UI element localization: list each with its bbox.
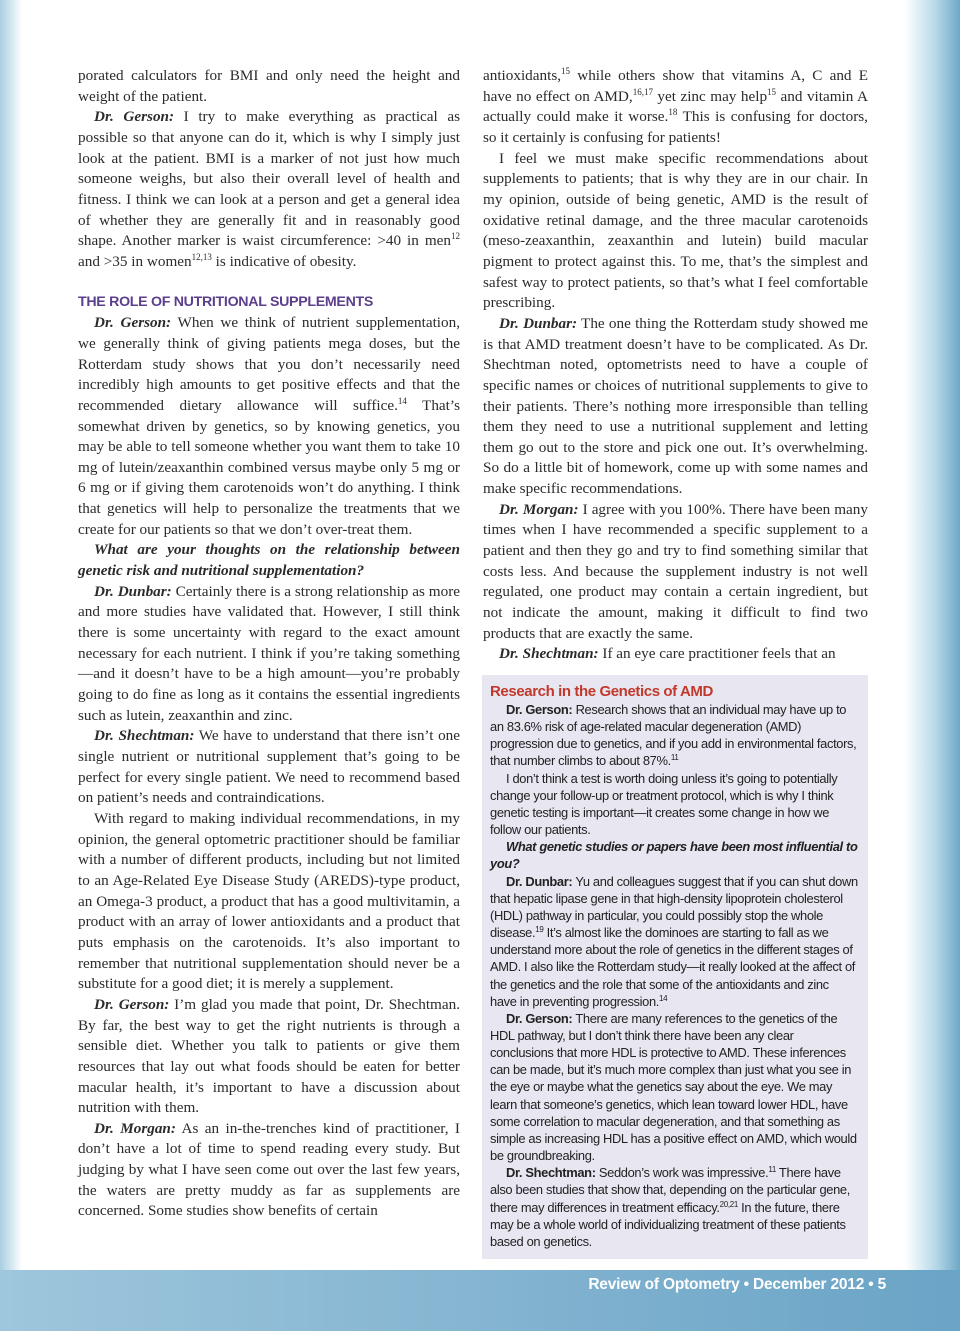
paragraph: Dr. Morgan: I agree with you 100%. There have been many times when I have recommended a specific supplement to a patient and then they go and try to find something similar that costs less. And because the supplement industry is not well regulated, one product may contain a certain ingredient, but not indicate the amount, making it difficult to find two products that are exactly the same. xyxy=(483,500,868,642)
citation: 11 xyxy=(768,1165,776,1175)
paragraph: porated calculators for BMI and only need the height and weight of the patient. xyxy=(78,67,460,105)
citation: 16,17 xyxy=(632,86,653,97)
sidebar-paragraph: I don’t think a test is worth doing unless it’s going to potentially change your follow-up or treatment protocol, which is why I think genetic testing is important—it creates some change in how we follow our patients. xyxy=(490,770,838,838)
citation: 12,13 xyxy=(191,251,212,262)
speaker-name: Dr. Gerson: xyxy=(506,1010,573,1026)
sidebar-paragraph: Dr. Gerson: Research shows that an individual may have up to an 83.6% risk of age-related macular degeneration (AMD) progression due to genetics, and if you add in environmental factors, that number climbs to about 87%.$^{11}$ xyxy=(490,702,857,769)
right-column xyxy=(483,66,868,665)
paragraph: Dr. Gerson: I’m glad you made that point, Dr. Shechtman. By far, the best way to get the right nutrients is through a sensible diet. Whether you talk to patients or give them resources that lay out what foods should be eaten for better macular health, it’s important to have a discussion about nutrition with them. xyxy=(78,995,460,1117)
paragraph: Dr. Morgan: As an in-the-trenches kind of practitioner, I don’t have a lot of time to spend reading every study. But judging by what I have seen come out over the last few years, the waters are pretty muddy as far as supplements are concerned. Some studies show benefits of certain xyxy=(78,1119,460,1220)
paragraph: antioxidants,$^{15}$ while others show that vitamins A, C and E have no effect on AMD,$^{16,17}$ yet zinc may help$^{15}$ and vitamin A actually could make it worse.$^{18}$ This is confusing for doctors, so it certainly is confusing for patients! xyxy=(483,66,868,146)
paragraph: Dr. Dunbar: Certainly there is a strong relationship as more and more studies have validated that. However, I still think there is some uncertainty with regard to the exact amount necessary for each nutrient. I think if you’re taking something—and it doesn’t have to be a high amount—you’re probably going to do fine as long as it contains the essential ingredients such as lutein, zeaxanthin and zinc. xyxy=(78,582,460,724)
paragraph: Dr. Gerson: When we think of nutrient supplementation, we generally think of giving patients mega doses, but the Rotterdam study shows that you don’t necessarily need incredibly high amounts to get positive effects and that the recommended dietary allowance will suffice.$^{14}$ That’s somewhat driven by genetics, so by knowing genetics, you may be able to tell someone whether you want them to take 10 mg of lutein/zeaxanthin combined versus maybe only 5 mg or 6 mg or if giving them carotenoids won’t do anything. I think that genetics will help to personalize the treatments that we create for our patients so that we don’t over-treat them. xyxy=(78,314,461,538)
paragraph: Dr. Shechtman: If an eye care practitioner feels that an xyxy=(499,645,836,663)
citation: 14 xyxy=(659,993,668,1003)
sidebar-question: What genetic studies or papers have been most influential to you? xyxy=(490,839,858,872)
interview-question: What are your thoughts on the relationship between genetic risk and nutritional supplementation? xyxy=(78,541,460,580)
sidebar-paragraph: Dr. Dunbar: Yu and colleagues suggest that if you can shut down that hepatic lipase gene in that high-density lipoprotein cholesterol (HDL) pathway in particular, you could possibly stop the whole disease.$^{19}$ It’s almost like the dominoes are starting to fall as we understand more about the role of genetics in the different stages of AMD. I also like the Rotterdam study—it really looked at the affect of the genetics and the role that some of the antioxidants and zinc have in preventing progression.$^{14}$ xyxy=(490,873,858,1009)
right-page-edge xyxy=(905,0,960,1331)
citation: 20,21 xyxy=(719,1199,738,1209)
paragraph: With regard to making individual recommendations, in my opinion, the general optometric practitioner should be familiar with a number of different products, including but not limited to an Age-Related Eye Disease Study (AREDS)-type product, an Omega-3 product, a product that has a good multivitamin, a product with an array of lower antioxidants and a product that puts emphasis on the carotenoids. It’s also important to remember that nutritional supplementation should never be a substitute for a good diet; it is merely a supplement. xyxy=(78,809,460,993)
paragraph: Dr. Shechtman: We have to understand that there isn’t one single nutrient or nutritional supplement that’s going to be perfect for every single patient. We need to recommend based on patient’s needs and contraindications. xyxy=(78,727,460,807)
speaker-name: Dr. Dunbar: xyxy=(94,582,172,600)
speaker-name: Dr. Morgan: xyxy=(499,500,579,518)
sidebar-box xyxy=(482,675,868,1259)
citation: 18 xyxy=(668,107,678,118)
citation: 19 xyxy=(535,925,544,935)
speaker-name: Dr. Shechtman: xyxy=(499,645,599,663)
speaker-name: Dr. Morgan: xyxy=(94,1119,176,1137)
speaker-name: Dr. Gerson: xyxy=(94,995,170,1013)
section-heading: THE ROLE OF NUTRITIONAL SUPPLEMENTS xyxy=(78,293,374,310)
speaker-name: Dr. Shechtman: xyxy=(94,727,195,745)
footer-folio: Review of Optometry • December 2012 • 5 xyxy=(588,1276,886,1293)
speaker-name: Dr. Gerson: xyxy=(94,108,175,126)
paragraph: Dr. Gerson: I try to make everything as practical as possible so that anyone can do it, which is why I simply just look at the patient. BMI is a marker of not just how much someone weighs, but also their overall level of health and fitness. I think we can look at a person and get a general idea of whether they are generally fit and in reasonably good shape. Another marker is waist circumference: >40 in men$^{12}$ and >35 in women$^{12,13}$ is indicative of obesity. xyxy=(78,108,460,270)
sidebar-paragraph: Dr. Shechtman: Seddon’s work was impressive.$^{11}$ There have also been studies that show that, depending on the particular gene, there may differences in treatment efficacy.$^{20,21}$ In the future, there may be a whole world of individualizing treatment of these patients based on genetics. xyxy=(490,1165,850,1249)
left-page-edge xyxy=(0,0,22,1331)
citation: 15 xyxy=(561,66,571,76)
left-column xyxy=(78,66,460,1222)
paragraph: Dr. Dunbar: The one thing the Rotterdam study showed me is that AMD treatment doesn’t have to be complicated. As Dr. Shechtman noted, optometrists need to have a couple of specific names or choices of nutritional supplements to give to their patients. There’s nothing more irresponsible than telling them they need to use a nutritional supplement and letting them go out to the store and pick one out. It’s overwhelming. So do a little bit of homework, come up with some names and make specific recommendations. xyxy=(483,314,868,498)
speaker-name: Dr. Gerson: xyxy=(94,314,172,332)
citation: 12 xyxy=(451,231,460,242)
paragraph: I feel we must make specific recommendations about supplements to patients; that is why they are in our chair. In my opinion, outside of being genetic, AMD is the result of oxidative retinal damage, and the three macular carotenoids (meso-zeaxanthin, zeaxanthin and lutein) build macular pigment to protect against this. To me, that’s the simplest and safest way to protect patients, so that’s what I feel comfortable prescribing. xyxy=(483,149,868,312)
speaker-name: Dr. Dunbar: xyxy=(506,873,573,889)
speaker-name: Dr. Gerson: xyxy=(506,702,573,717)
citation: 15 xyxy=(767,86,777,97)
speaker-name: Dr. Dunbar: xyxy=(499,314,578,332)
citation: 14 xyxy=(397,395,407,406)
sidebar-paragraph: Dr. Gerson: There are many references to the genetics of the HDL pathway, but I don’t think there have been any clear conclusions that more HDL is protective to AMD. These inferences can be made, but it’s much more complex than just what you see in the eye or maybe what the genetics say about the eye. We may learn that someone’s genetics, which lean toward lower HDL, have some correlation to macular degeneration, and that something as simple as increasing HDL has a positive effect on AMD, which would be groundbreaking. xyxy=(490,1010,857,1164)
speaker-name: Dr. Shechtman: xyxy=(506,1165,596,1181)
citation: 11 xyxy=(670,753,679,763)
sidebar-title: Research in the Genetics of AMD xyxy=(490,683,713,700)
